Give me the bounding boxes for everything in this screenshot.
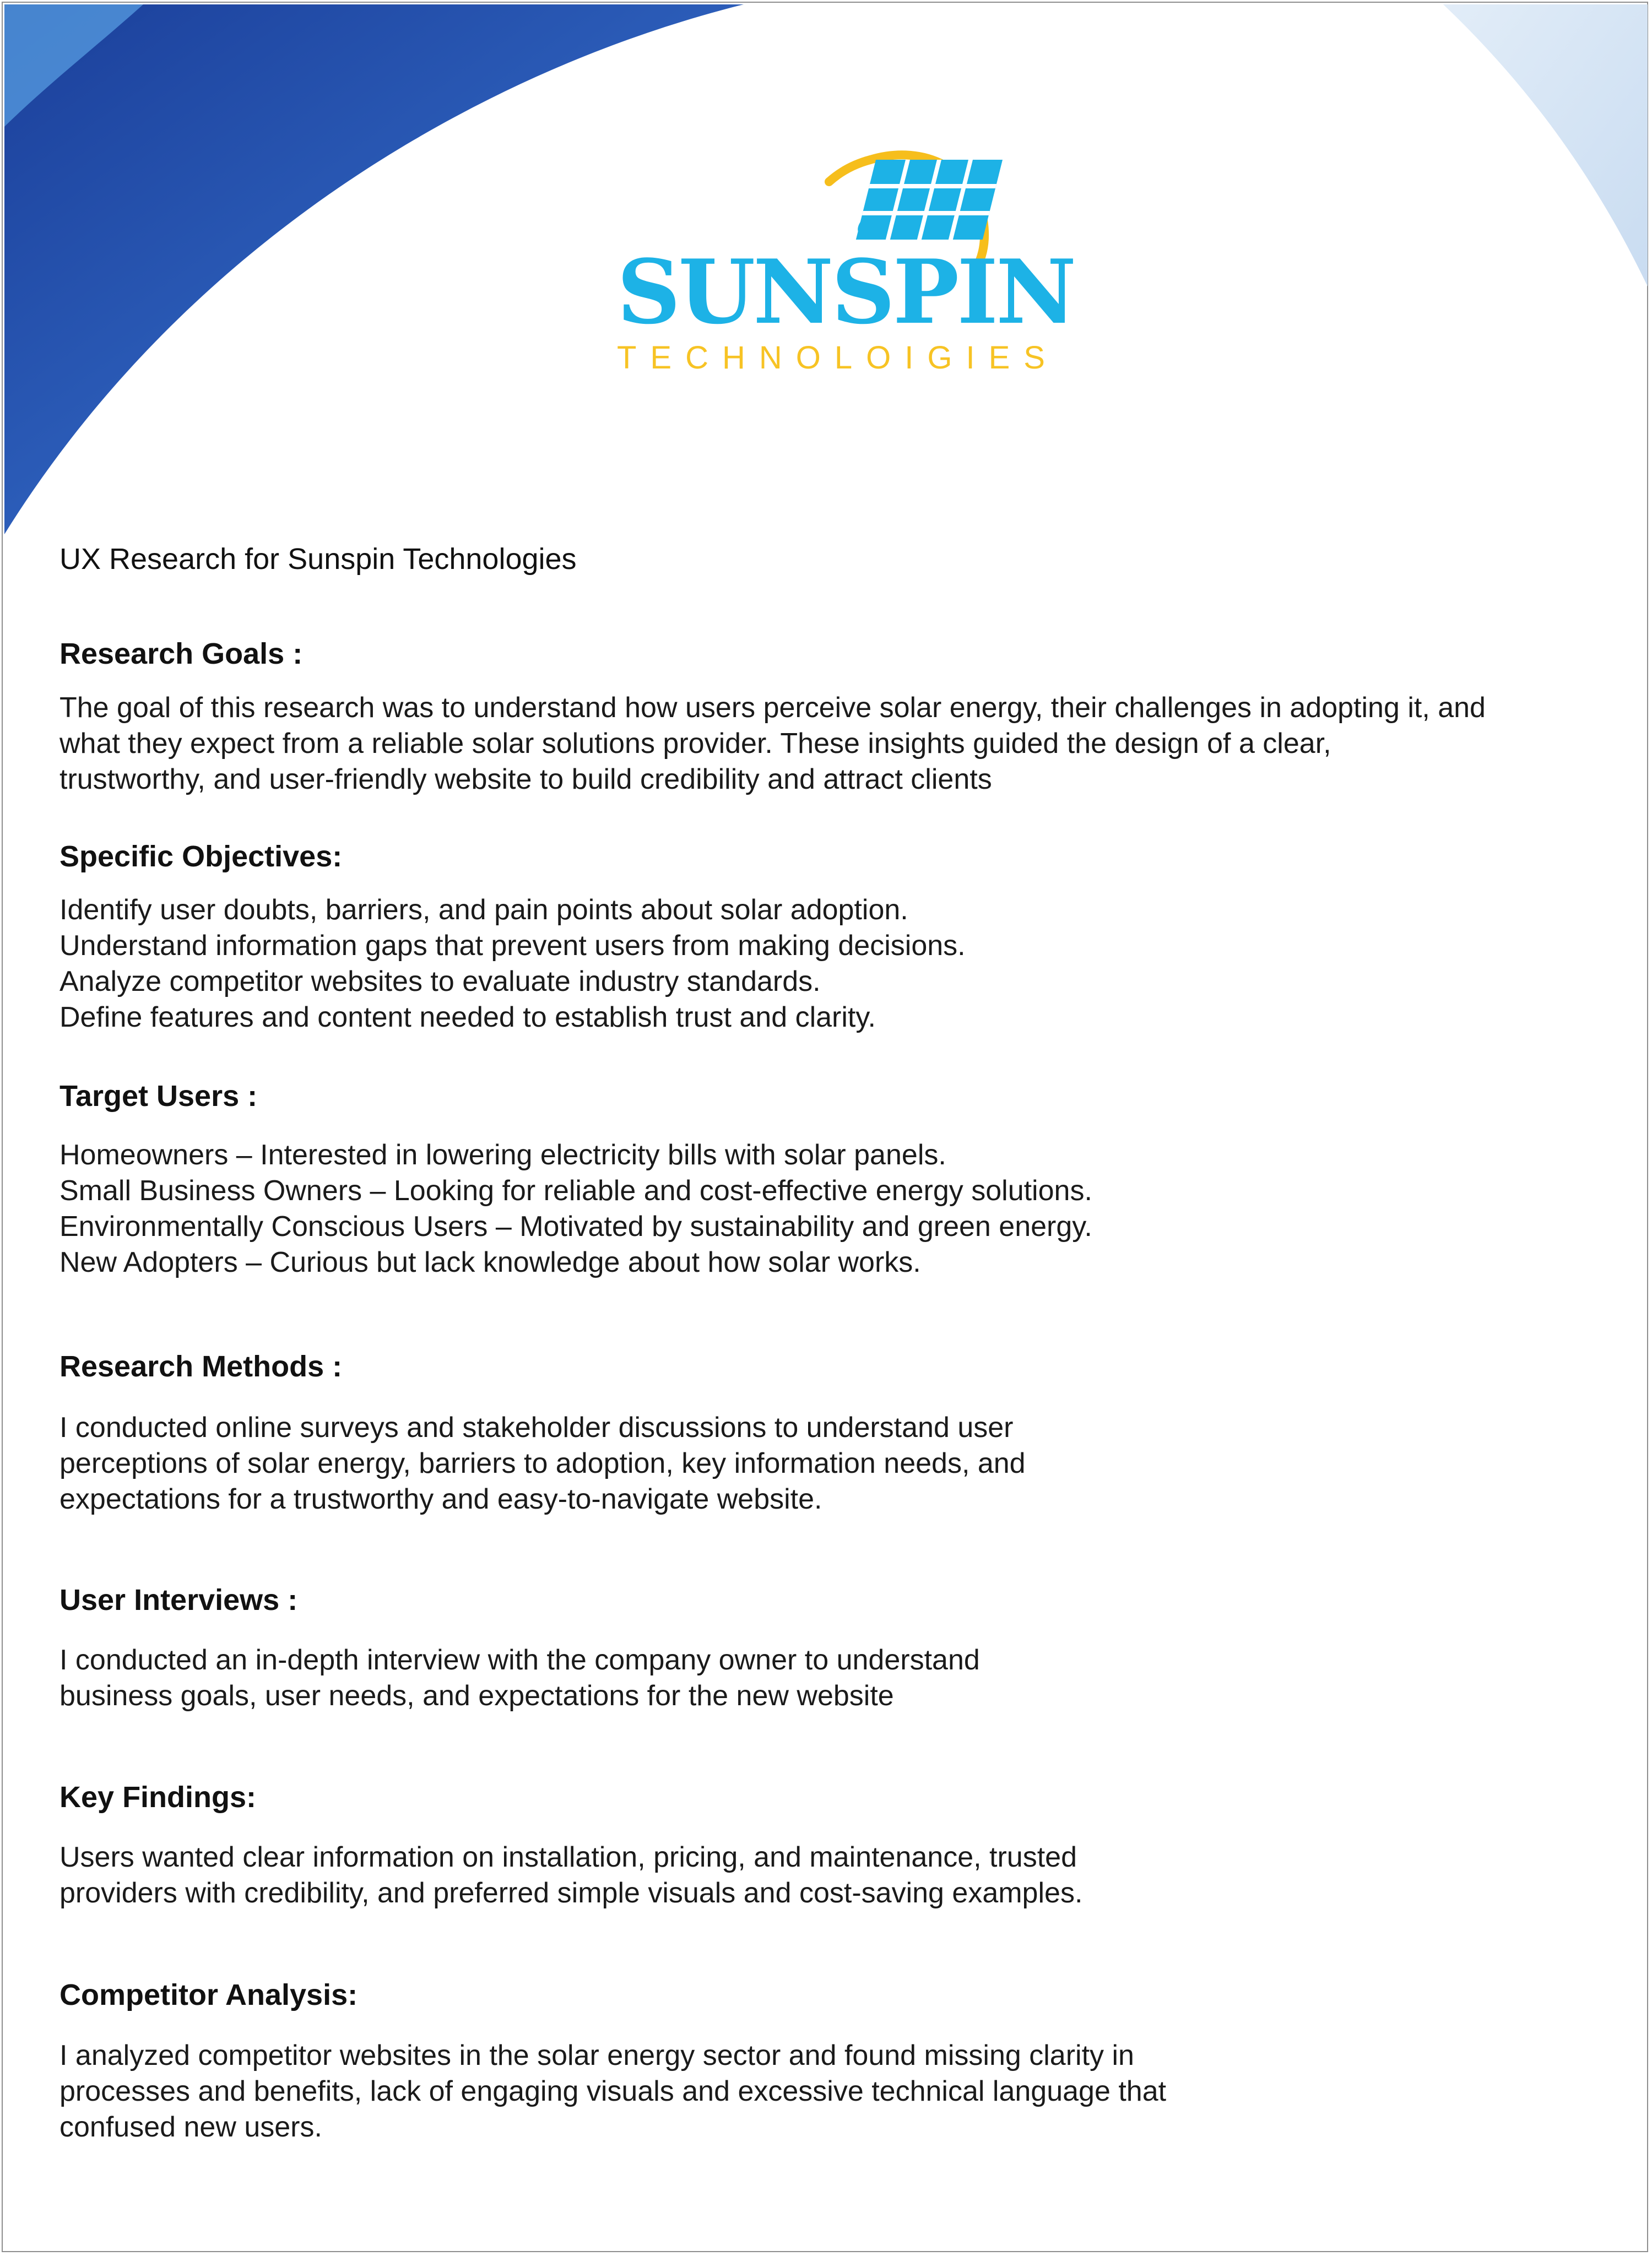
light-swoosh <box>1443 4 1648 286</box>
text-line: Users wanted clear information on installation, pricing, and maintenance, trusted <box>59 1841 1077 1873</box>
section-heading-target-users: Target Users : <box>59 1080 258 1113</box>
section-text-specific-objectives <box>59 892 966 1035</box>
section-heading-research-goals: Research Goals : <box>59 637 303 670</box>
text-line: Environmentally Conscious Users – Motivated by sustainability and green energy. <box>59 1211 1092 1243</box>
document-body <box>59 537 1613 581</box>
text-line: providers with credibility, and preferred simple visuals and cost-saving examples. <box>59 1877 1083 1909</box>
text-line: expectations for a trustworthy and easy-to-navigate website. <box>59 1483 822 1515</box>
brand-name: SUNSPIN <box>617 240 1075 344</box>
text-line: Define features and content needed to establish trust and clarity. <box>59 1001 876 1033</box>
text-line: Homeowners – Interested in lowering electricity bills with solar panels. <box>59 1139 946 1171</box>
section-text-research-methods <box>59 1410 1026 1517</box>
text-line: I conducted an in-depth interview with the company owner to understand <box>59 1644 980 1676</box>
text-line: Understand information gaps that prevent users from making decisions. <box>59 930 966 962</box>
section-text-research-goals <box>59 690 1486 798</box>
brand-tagline: TECHNOLOIGIES <box>617 340 1059 376</box>
text-line: trustworthy, and user-friendly website to build credibility and attract clients <box>59 763 992 795</box>
company-logo <box>617 138 1075 380</box>
document-title: UX Research for Sunspin Technologies <box>59 543 577 576</box>
section-text-competitor-analysis <box>59 2038 1166 2145</box>
text-line: I conducted online surveys and stakeholder discussions to understand user <box>59 1412 1014 1444</box>
section-heading-key-findings: Key Findings: <box>59 1781 257 1814</box>
text-line: business goals, user needs, and expectations for the new website <box>59 1680 894 1712</box>
text-line: what they expect from a reliable solar solutions provider. These insights guided the design of a clear, <box>59 728 1331 760</box>
section-heading-user-interviews: User Interviews : <box>59 1583 298 1617</box>
section-heading-research-methods: Research Methods : <box>59 1350 343 1383</box>
section-text-target-users <box>59 1137 1092 1281</box>
section-heading-specific-objectives: Specific Objectives: <box>59 840 343 873</box>
text-line: confused new users. <box>59 2111 322 2143</box>
text-line: Small Business Owners – Looking for reliable and cost-effective energy solutions. <box>59 1175 1092 1207</box>
text-line: Identify user doubts, barriers, and pain points about solar adoption. <box>59 894 908 926</box>
section-text-user-interviews <box>59 1642 980 1714</box>
section-text-key-findings <box>59 1840 1082 1911</box>
text-line: New Adopters – Curious but lack knowledge about how solar works. <box>59 1246 921 1278</box>
text-line: The goal of this research was to understand how users perceive solar energy, their challenges in adopting it, and <box>59 692 1486 724</box>
text-line: processes and benefits, lack of engaging visuals and excessive technical language that <box>59 2075 1167 2107</box>
text-line: perceptions of solar energy, barriers to adoption, key information needs, and <box>59 1447 1026 1479</box>
text-line: Analyze competitor websites to evaluate industry standards. <box>59 966 821 997</box>
section-heading-competitor-analysis: Competitor Analysis: <box>59 1978 358 2011</box>
text-line: I analyzed competitor websites in the solar energy sector and found missing clarity in <box>59 2040 1134 2071</box>
